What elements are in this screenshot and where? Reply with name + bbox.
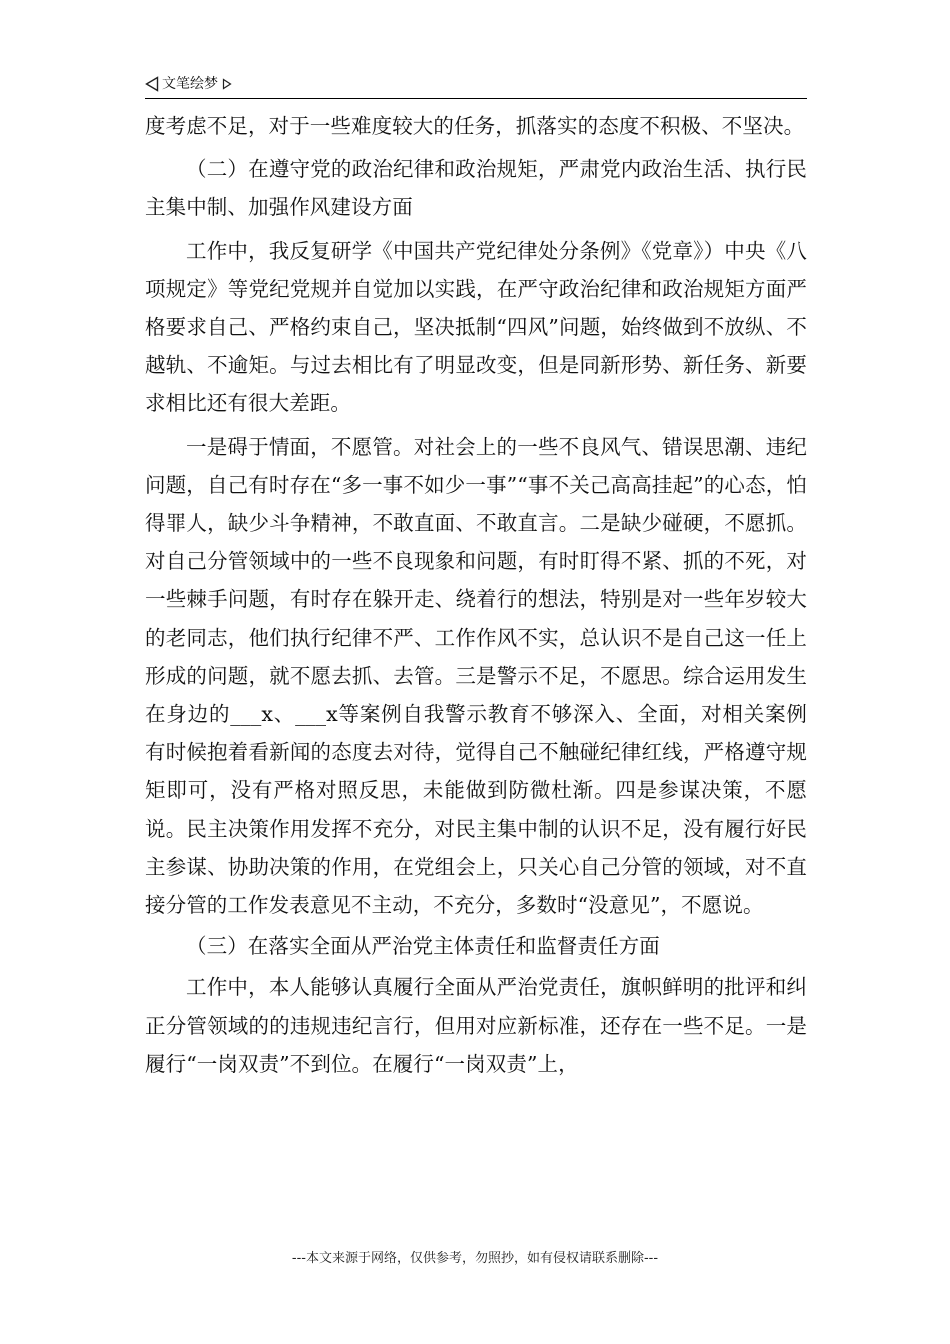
- paragraph-responsibility: 工作中，本人能够认真履行全面从严治党责任，旗帜鲜明的批评和纠正分管领域的的违规违纪言行，但用对应新标准，还存在一些不足。一是履行“一岗双责”不到位。在履行“一岗双责”上，: [145, 975, 807, 1076]
- header-brand: 文笔绘梦: [162, 76, 218, 92]
- section-heading-2: （二）在遵守党的政治纪律和政治规矩，严肃党内政治生活、执行民主集中制、加强作风建设方面: [145, 157, 807, 220]
- triangle-right-icon: [222, 78, 232, 90]
- page-header: [145, 72, 807, 99]
- paragraph-problems-list: 一是碍于情面，不愿管。对社会上的一些不良风气、错误思潮、违纪问题，自己有时存在“多一事不如少一事”“事不关己高高挂起”的心态，怕得罪人，缺少斗争精神，不敢直面、不敢直言。二是缺少碰硬，不愿抓。对自己分管领域中的一些不良现象和问题，有时盯得不紧、抓的不死，对一些棘手问题，有时存在躲开走、绕着行的想法，特别是对一些年岁较大的老同志，他们执行纪律不严、工作作风不实，总认识不是自己这一任上形成的问题，就不愿去抓、去管。三是警示不足，不愿思。综合运用发生在身边的___x、___x等案例自我警示教育不够深入、全面，对相关案例有时候抱着看新闻的态度去对待，觉得自己不触碰纪律红线，严格遵守规矩即可，没有严格对照反思，未能做到防微杜渐。四是参谋决策，不愿说。民主决策作用发挥不充分，对民主集中制的认识不足，没有履行好民主参谋、协助决策的作用，在党组会上，只关心自己分管的领域，对不直接分管的工作发表意见不主动，不充分，多数时“没意见”，不愿说。: [145, 434, 807, 918]
- paragraph-work-discipline: 工作中，我反复研学《中国共产党纪律处分条例》《党章》）中央《八项规定》等党纪党规并自觉加以实践，在严守政治纪律和政治规矩方面严格要求自己、严格约束自己，坚决抵制“四风”问题，始终做到不放纵、不越轨、不逾矩。与过去相比有了明显改变，但是同新形势、新任务、新要求相比还有很大差距。: [145, 238, 807, 416]
- document-body: [145, 107, 807, 1083]
- triangle-left-icon: [145, 76, 159, 92]
- section-heading-3: （三）在落实全面从严治党主体责任和监督责任方面: [186, 934, 660, 959]
- paragraph-continuation: 度考虑不足，对于一些难度较大的任务，抓落实的态度不积极、不坚决。: [145, 114, 805, 138]
- footer-notice: ---本文来源于网络，仅供参考，勿照抄，如有侵权请联系删除---: [291, 1251, 659, 1266]
